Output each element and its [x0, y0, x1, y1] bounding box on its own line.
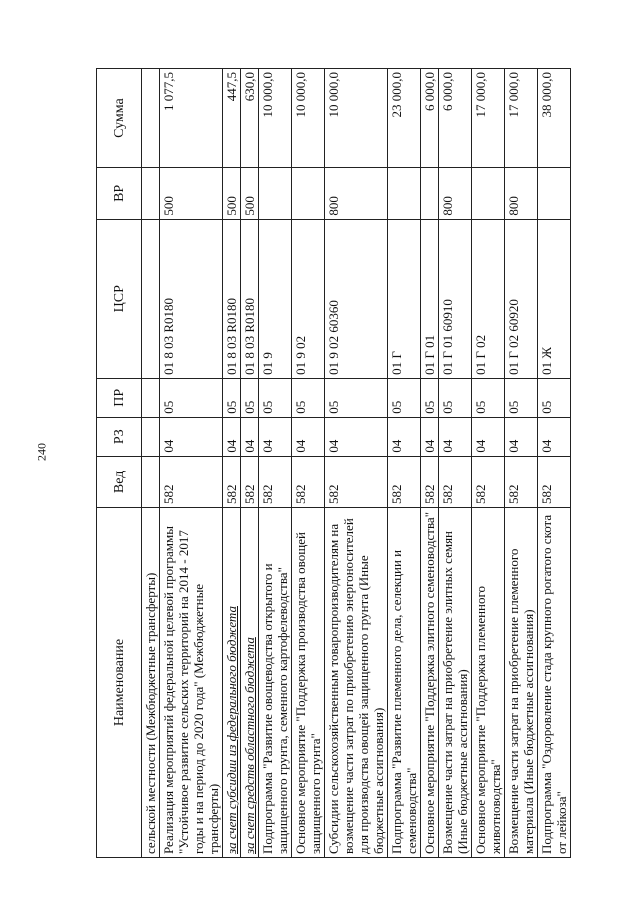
cell-ved: 582	[439, 456, 472, 507]
cell-vr: 800	[325, 168, 388, 219]
cell-csr: 01 Г 01 60910	[439, 219, 472, 378]
cell-csr: 01 9	[259, 219, 292, 378]
cell-pr: 05	[538, 378, 571, 417]
table-row	[472, 69, 505, 858]
cell-pr: 05	[325, 378, 388, 417]
cell-csr: 01 9 02 60360	[325, 219, 388, 378]
cell-vr: 800	[505, 168, 538, 219]
cell-sum: 10 000,0	[259, 69, 292, 168]
cell-vr	[259, 168, 292, 219]
budget-table	[96, 68, 571, 858]
cell-name: Субсидии сельскохозяйственным товаропроизводителям на возмещение части затрат по приобретению энергоносителей для производства овощей защищенного грунта (Иные бюджетные ассигнования)	[325, 508, 388, 858]
table-row	[292, 69, 325, 858]
cell-ved: 582	[160, 456, 223, 507]
cell-vr	[538, 168, 571, 219]
cell-vr	[292, 168, 325, 219]
cell-pr: 05	[160, 378, 223, 417]
cell-pr: 05	[472, 378, 505, 417]
cell-rz: 04	[160, 417, 223, 456]
header-vr: ВР	[97, 168, 142, 219]
rotated-page-content	[96, 68, 611, 858]
cell-ved: 582	[472, 456, 505, 507]
cell-name: Подпрограмма "Оздоровление стада крупного рогатого скота от лейкоза"	[538, 508, 571, 858]
cell-pr: 05	[505, 378, 538, 417]
cell-ved: 582	[388, 456, 421, 507]
cell-pr: 05	[439, 378, 472, 417]
header-rz: РЗ	[97, 417, 142, 456]
cell-name: сельской местности (Межбюджетные трансферты)	[142, 508, 160, 858]
cell-rz: 04	[241, 417, 259, 456]
cell-sum: 10 000,0	[292, 69, 325, 168]
table-row	[325, 69, 388, 858]
cell-ved: 582	[421, 456, 439, 507]
cell-name: Основное мероприятие "Поддержка производства овощей защищенного грунта"	[292, 508, 325, 858]
page-number: 240	[34, 443, 49, 461]
table-body	[142, 69, 571, 858]
cell-name: Основное мероприятие "Поддержка элитного семеноводства"	[421, 508, 439, 858]
cell-pr: 05	[259, 378, 292, 417]
cell-vr: 500	[241, 168, 259, 219]
cell-name: за счет субсидии из федерального бюджета	[223, 508, 241, 858]
cell-pr	[142, 378, 160, 417]
cell-sum: 6 000,0	[439, 69, 472, 168]
cell-sum: 17 000,0	[505, 69, 538, 168]
cell-sum: 10 000,0	[325, 69, 388, 168]
cell-name: Подпрограмма "Развитие племенного дела, селекции и семеноводства"	[388, 508, 421, 858]
cell-sum: 447,5	[223, 69, 241, 168]
cell-csr: 01 9 02	[292, 219, 325, 378]
table-row	[259, 69, 292, 858]
cell-vr	[142, 168, 160, 219]
table-row	[505, 69, 538, 858]
cell-pr: 05	[421, 378, 439, 417]
cell-csr	[142, 219, 160, 378]
header-csr: ЦСР	[97, 219, 142, 378]
cell-pr: 05	[388, 378, 421, 417]
cell-name: Реализация мероприятий федеральной целевой программы "Устойчивое развитие сельских территорий на 2014 - 2017 годы и на период до 2020 года" (Межбюджетные трансферты)	[160, 508, 223, 858]
cell-rz: 04	[223, 417, 241, 456]
cell-sum: 23 000,0	[388, 69, 421, 168]
cell-vr: 800	[439, 168, 472, 219]
cell-sum: 630,0	[241, 69, 259, 168]
cell-ved	[142, 456, 160, 507]
cell-csr: 01 8 03 R0180	[241, 219, 259, 378]
header-pr: ПР	[97, 378, 142, 417]
cell-rz: 04	[505, 417, 538, 456]
cell-ved: 582	[538, 456, 571, 507]
cell-vr	[421, 168, 439, 219]
cell-ved: 582	[259, 456, 292, 507]
cell-ved: 582	[505, 456, 538, 507]
cell-vr	[472, 168, 505, 219]
header-name: Наименование	[97, 508, 142, 858]
cell-ved: 582	[292, 456, 325, 507]
cell-sum: 38 000,0	[538, 69, 571, 168]
header-sum: Сумма	[97, 69, 142, 168]
cell-vr: 500	[223, 168, 241, 219]
cell-pr: 05	[292, 378, 325, 417]
cell-name: Возмещение части затрат на приобретение элитных семян (Иные бюджетные ассигнования)	[439, 508, 472, 858]
cell-name: за счет средств областного бюджета	[241, 508, 259, 858]
cell-csr: 01 Г 01	[421, 219, 439, 378]
table-header-row	[97, 69, 142, 858]
table-row	[241, 69, 259, 858]
cell-sum: 6 000,0	[421, 69, 439, 168]
cell-rz: 04	[388, 417, 421, 456]
cell-ved: 582	[241, 456, 259, 507]
cell-rz: 04	[292, 417, 325, 456]
cell-csr: 01 Г	[388, 219, 421, 378]
cell-csr: 01 8 03 R0180	[160, 219, 223, 378]
cell-vr	[388, 168, 421, 219]
table-row	[439, 69, 472, 858]
cell-rz: 04	[538, 417, 571, 456]
table-row	[421, 69, 439, 858]
cell-rz: 04	[421, 417, 439, 456]
cell-rz: 04	[325, 417, 388, 456]
table-row	[388, 69, 421, 858]
cell-sum: 17 000,0	[472, 69, 505, 168]
cell-pr: 05	[241, 378, 259, 417]
cell-csr: 01 Ж	[538, 219, 571, 378]
cell-name: Подпрограмма "Развитие овощеводства открытого и защищенного грунта, семенного картофелеводства"	[259, 508, 292, 858]
cell-ved: 582	[325, 456, 388, 507]
table-row	[142, 69, 160, 858]
cell-csr: 01 8 03 R0180	[223, 219, 241, 378]
cell-ved: 582	[223, 456, 241, 507]
cell-sum: 1 077,5	[160, 69, 223, 168]
cell-sum	[142, 69, 160, 168]
table-row	[160, 69, 223, 858]
cell-csr: 01 Г 02 60920	[505, 219, 538, 378]
table-row	[538, 69, 571, 858]
cell-rz: 04	[259, 417, 292, 456]
header-ved: Вед	[97, 456, 142, 507]
cell-vr: 500	[160, 168, 223, 219]
cell-rz	[142, 417, 160, 456]
table-row	[223, 69, 241, 858]
cell-name: Основное мероприятие "Поддержка племенного животноводства"	[472, 508, 505, 858]
cell-csr: 01 Г 02	[472, 219, 505, 378]
cell-name: Возмещение части затрат на приобретение племенного материала (Иные бюджетные ассигнования)	[505, 508, 538, 858]
cell-rz: 04	[472, 417, 505, 456]
cell-pr: 05	[223, 378, 241, 417]
cell-rz: 04	[439, 417, 472, 456]
